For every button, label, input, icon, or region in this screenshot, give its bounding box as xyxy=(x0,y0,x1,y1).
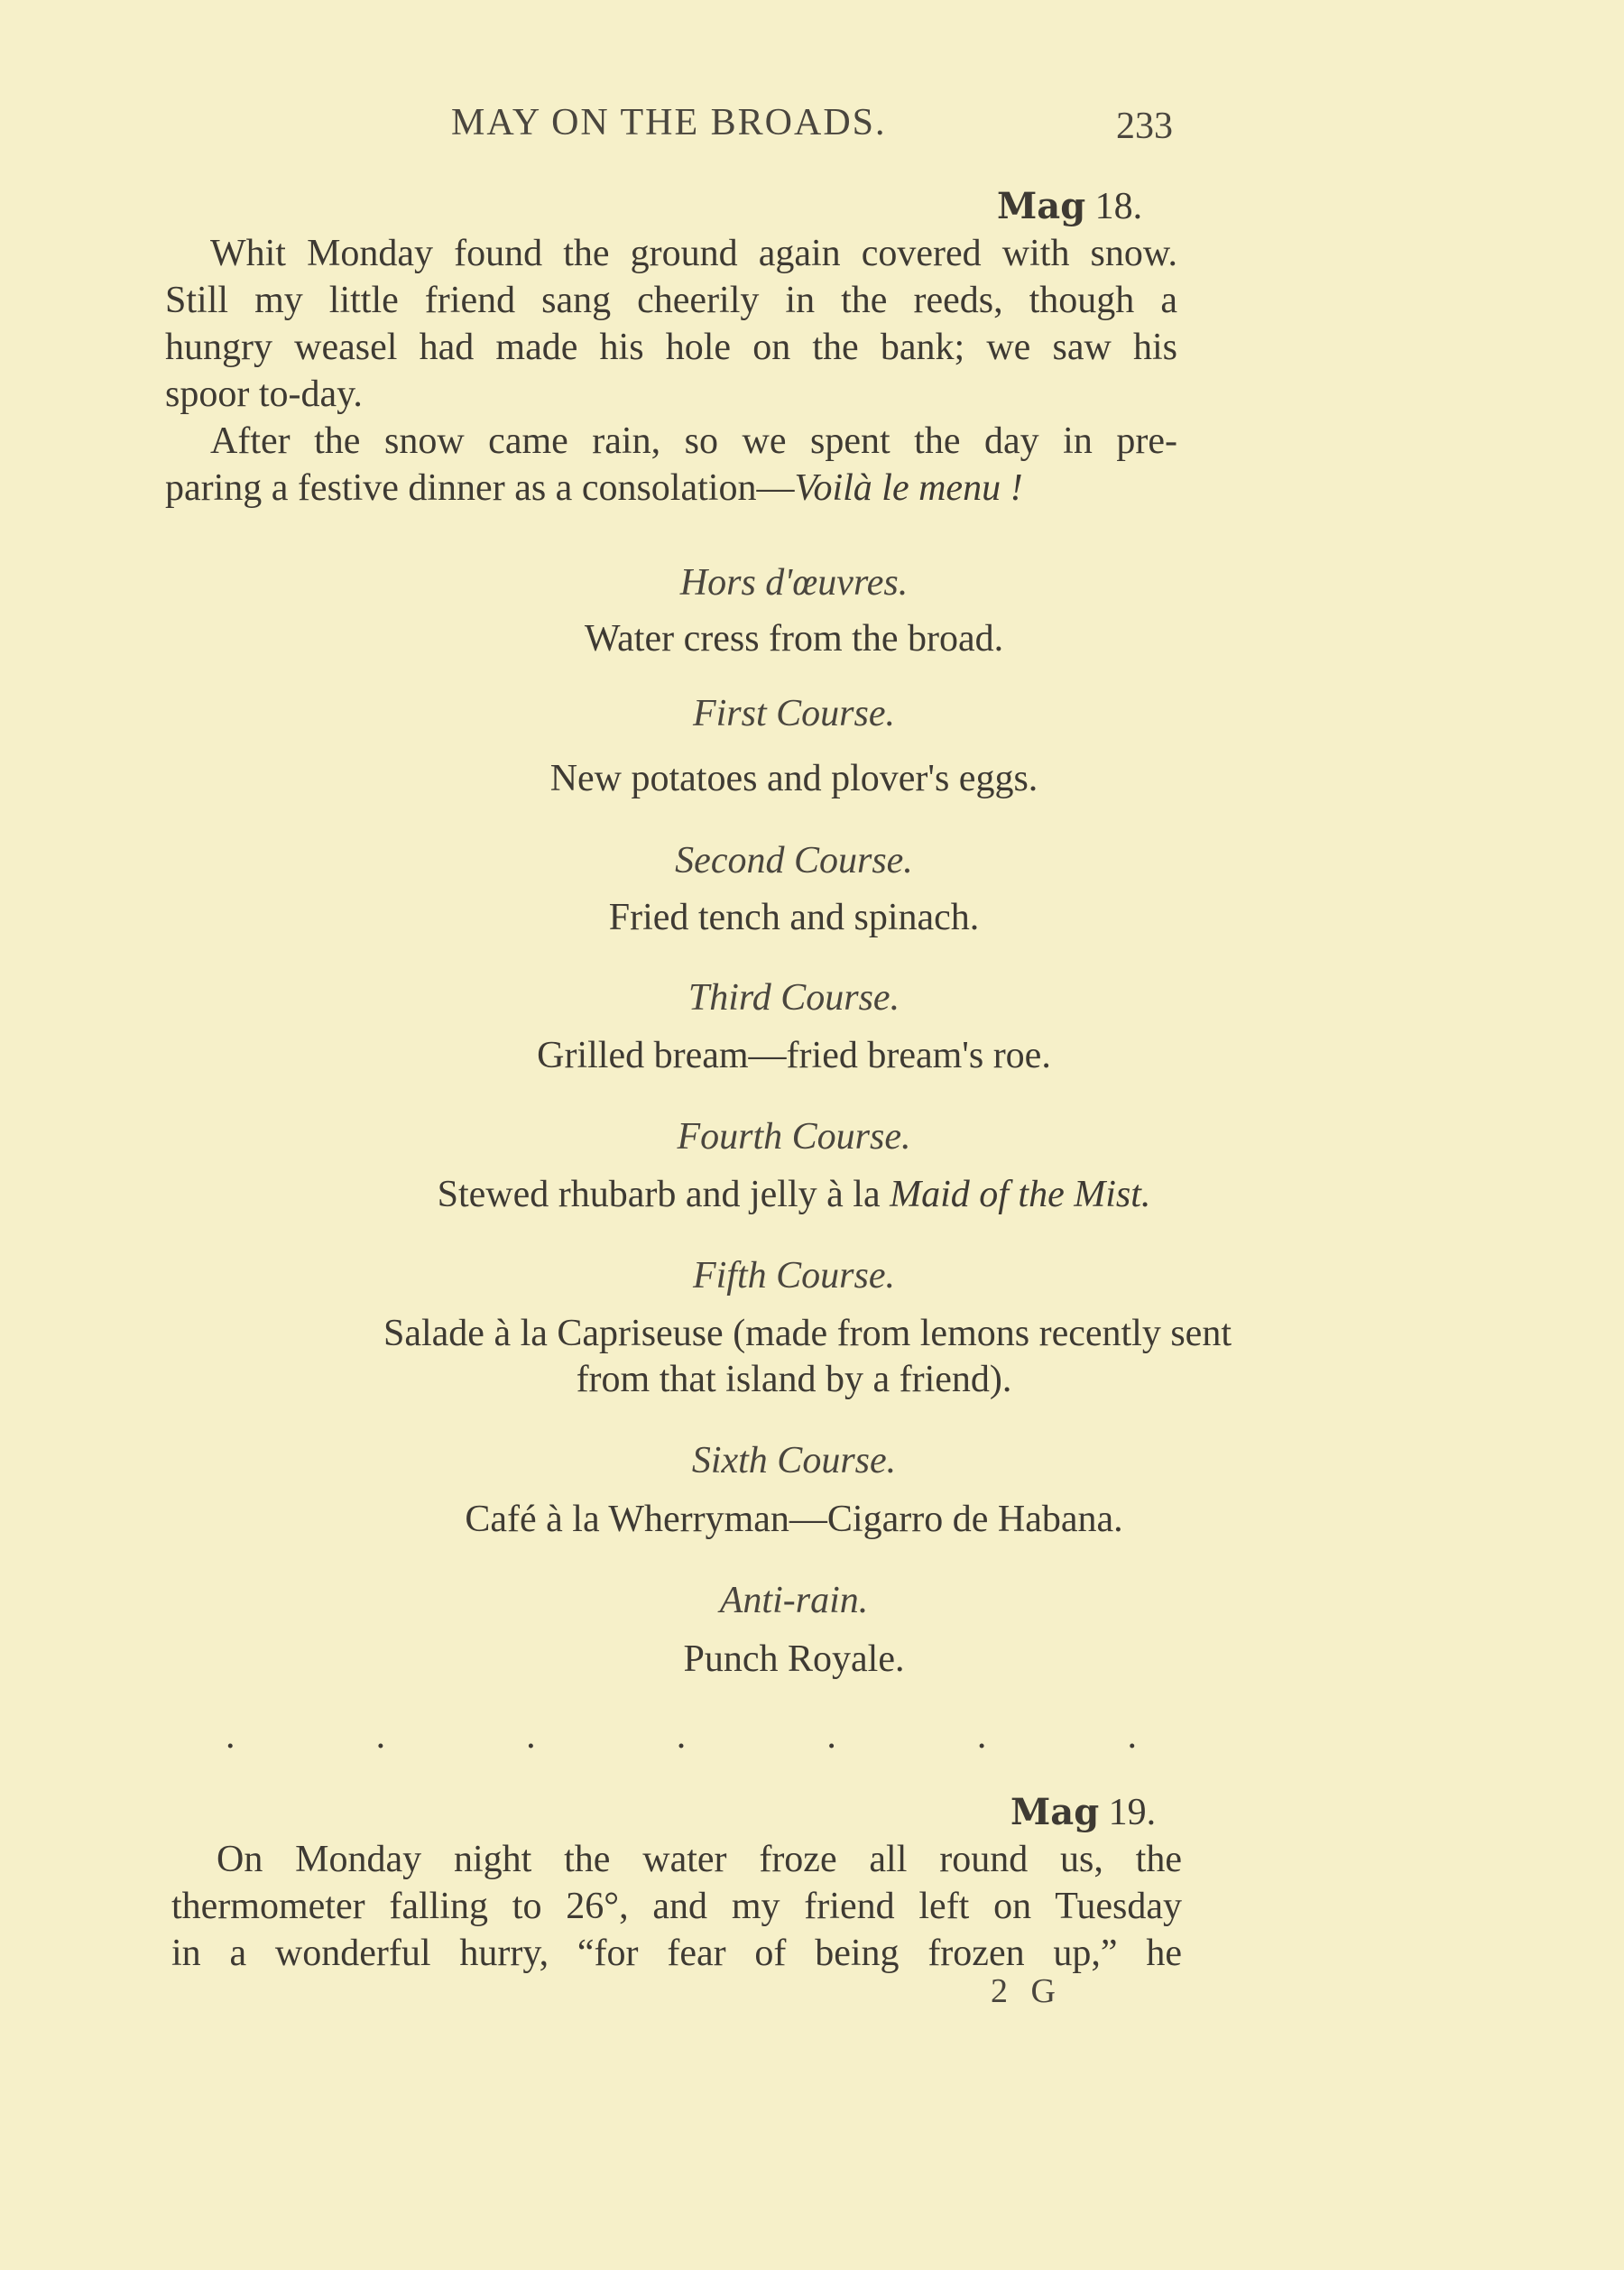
menu-item-fourth-course xyxy=(0,1173,1624,1216)
text-line: Still my little friend sang cheerily in the reeds, though a xyxy=(165,280,1177,321)
text-line: thermometer falling to 26°, and my friend left on Tuesday xyxy=(171,1886,1182,1927)
menu-heading-third-course: Third Course. xyxy=(687,977,900,1019)
menu-heading-hors-doeuvres: Hors d'œuvres. xyxy=(679,562,909,604)
date-day: 18. xyxy=(1094,186,1143,227)
menu-item-fifth-course-line-2: from that island by a friend). xyxy=(576,1359,1012,1400)
paragraph-after-snow xyxy=(165,418,1177,512)
text-line: After the snow came rain, so we spent the day in pre- xyxy=(210,420,1177,462)
menu-item-hors-doeuvres: Water cress from the broad. xyxy=(584,618,1004,660)
separator-dot: . xyxy=(526,1715,536,1757)
menu-item-second-course: Fried tench and spinach. xyxy=(608,897,980,938)
paragraph-whit-monday xyxy=(165,230,1177,418)
date-month: Mag xyxy=(997,185,1086,227)
text-segment: paring a festive dinner as a consolation— xyxy=(165,467,795,509)
menu-item-sixth-course: Café à la Wherryman—Cigarro de Habana. xyxy=(465,1499,1123,1540)
menu-item-anti-rain: Punch Royale. xyxy=(683,1638,905,1680)
menu-item-first-course: New potatoes and plover's eggs. xyxy=(549,758,1038,799)
menu-item-third-course: Grilled bream—fried bream's roe. xyxy=(537,1035,1051,1076)
text-line xyxy=(165,465,1177,512)
entry-date-may-18 xyxy=(997,185,1142,228)
date-day: 19. xyxy=(1108,1792,1157,1833)
menu-heading-anti-rain: Anti-rain. xyxy=(719,1580,869,1621)
menu-heading-sixth-course: Sixth Course. xyxy=(691,1440,897,1481)
text-segment: Stewed rhubarb and jelly à la xyxy=(437,1174,890,1215)
text-line: Whit Monday found the ground again covered with snow. xyxy=(210,233,1177,274)
separator-dot: . xyxy=(976,1715,987,1757)
running-head: MAY ON THE BROADS. xyxy=(451,102,887,143)
section-separator xyxy=(226,1714,1137,1758)
menu-heading-fourth-course: Fourth Course. xyxy=(677,1116,911,1158)
menu-item-fifth-course-line-1: Salade à la Capriseuse (made from lemons recently sent xyxy=(383,1313,1232,1354)
text-line: in a wonderful hurry, “for fear of being frozen up,” he xyxy=(171,1933,1182,1974)
separator-dot: . xyxy=(826,1715,836,1757)
printer-signature: 2 G xyxy=(991,1972,1063,2010)
paragraph-monday-night xyxy=(171,1836,1182,1977)
separator-dot: . xyxy=(375,1715,386,1757)
italic-phrase: Voilà le menu ! xyxy=(794,467,1023,509)
separator-dot: . xyxy=(1127,1715,1137,1757)
text-line: On Monday night the water froze all round us, the xyxy=(217,1839,1182,1880)
page-number: 233 xyxy=(1116,106,1173,147)
text-line: hungry weasel had made his hole on the bank; we saw his xyxy=(165,327,1177,368)
menu-heading-first-course: First Course. xyxy=(692,693,896,734)
text-line: spoor to-day. xyxy=(165,374,363,415)
date-month: Mag xyxy=(1010,1791,1100,1833)
menu-heading-second-course: Second Course. xyxy=(675,840,913,881)
italic-phrase: Maid of the Mist. xyxy=(890,1174,1151,1215)
separator-dot: . xyxy=(676,1715,687,1757)
menu-heading-fifth-course: Fifth Course. xyxy=(692,1255,895,1296)
separator-dot: . xyxy=(226,1715,235,1757)
entry-date-may-19 xyxy=(1010,1791,1156,1834)
